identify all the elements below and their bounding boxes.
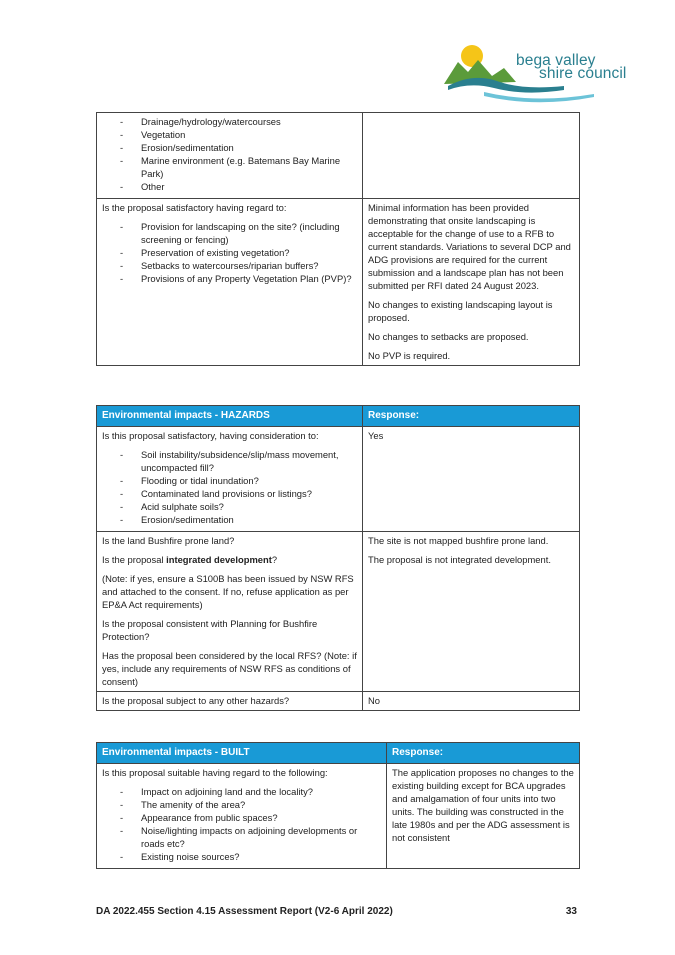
response-cell xyxy=(363,199,580,366)
list-item: - Drainage/hydrology/watercourses xyxy=(102,115,357,128)
response-text: Yes xyxy=(368,430,384,441)
response-text: No changes to existing landscaping layout is proposed. xyxy=(368,299,553,323)
question-cell xyxy=(97,764,387,869)
built-impacts-table xyxy=(96,742,580,869)
page-number: 33 xyxy=(565,906,577,917)
list-item: - Other xyxy=(102,180,357,193)
table-row xyxy=(97,199,580,366)
list-item: - Impact on adjoining land and the locality? xyxy=(102,785,381,798)
logo-text-line1: bega valley xyxy=(516,52,596,69)
response-cell xyxy=(387,764,580,869)
question-cell: Is the proposal subject to any other hazards? xyxy=(97,692,363,711)
question-suffix: ? xyxy=(271,554,278,565)
question-text: Has the proposal been considered by the local RFS? (Note: if yes, include any requirements of NSW RFS as conditions of consent) xyxy=(102,650,357,687)
table-row xyxy=(97,692,580,711)
list-item: - Provisions of any Property Vegetation Plan (PVP)? xyxy=(102,272,357,285)
hazards-table xyxy=(96,405,580,711)
table-row xyxy=(97,764,580,869)
response-cell xyxy=(363,427,580,532)
bullet-list xyxy=(102,448,357,526)
footer-title: DA 2022.455 Section 4.15 Assessment Report (V2-6 April 2022) xyxy=(96,906,393,917)
response-cell xyxy=(363,113,580,199)
bullet-list xyxy=(102,115,357,193)
list-item: - Noise/lighting impacts on adjoining developments or roads etc? xyxy=(102,824,381,850)
table-header-right: Response: xyxy=(363,406,580,427)
question-text xyxy=(102,553,357,566)
list-item: - Soil instability/subsidence/slip/mass movement, uncompacted fill? xyxy=(102,448,357,474)
response-text: Minimal information has been provided demonstrating that onsite landscaping is acceptable for the change of use to a RFB to current standards. Variations to several DCP and ADG provisions are required for the current submission and a landscape plan has not been submitted per RFI dated 24 August 2023. xyxy=(368,202,571,291)
question-text: Is the proposal consistent with Planning for Bushfire Protection? xyxy=(102,618,318,642)
bullet-list xyxy=(102,220,357,285)
response-text: The application proposes no changes to the existing building except for BCA upgrades and amalgamation of four units into two units. The building was constructed in the late 1980s and per the ADG assessment is not consistent xyxy=(392,767,574,843)
question-text: Is this proposal suitable having regard to the following: xyxy=(102,767,328,778)
vegetation-table xyxy=(96,112,580,366)
response-text: No PVP is required. xyxy=(368,350,451,361)
list-item: - Erosion/sedimentation xyxy=(102,513,357,526)
list-item: - Setbacks to watercourses/riparian buffers? xyxy=(102,259,357,272)
response-cell xyxy=(363,532,580,692)
council-logo xyxy=(444,42,634,104)
response-cell: No xyxy=(363,692,580,711)
table-row xyxy=(97,532,580,692)
bullet-list xyxy=(102,785,381,863)
table-header-right: Response: xyxy=(387,743,580,764)
list-item: - Contaminated land provisions or listings? xyxy=(102,487,357,500)
table-header-row xyxy=(97,743,580,764)
list-item: - The amenity of the area? xyxy=(102,798,381,811)
note-text: (Note: if yes, ensure a S100B has been issued by NSW RFS and attached to the consent. If no, refuse application as per EP&A Act requirements) xyxy=(102,573,354,610)
response-text: No changes to setbacks are proposed. xyxy=(368,331,529,342)
table-header-row xyxy=(97,406,580,427)
list-item: - Appearance from public spaces? xyxy=(102,811,381,824)
page-footer xyxy=(96,905,579,918)
question-cell xyxy=(97,113,363,199)
list-item: - Provision for landscaping on the site? (including screening or fencing) xyxy=(102,220,357,246)
question-cell xyxy=(97,199,363,366)
question-text: Is the proposal satisfactory having regard to: xyxy=(102,202,287,213)
question-cell xyxy=(97,427,363,532)
table-row xyxy=(97,113,580,199)
response-text: The site is not mapped bushfire prone land. xyxy=(368,535,549,546)
question-cell xyxy=(97,532,363,692)
table-row xyxy=(97,427,580,532)
list-item: - Marine environment (e.g. Batemans Bay Marine Park) xyxy=(102,154,357,180)
list-item: - Flooding or tidal inundation? xyxy=(102,474,357,487)
list-item: - Preservation of existing vegetation? xyxy=(102,246,357,259)
table-header-left: Environmental impacts - HAZARDS xyxy=(97,406,363,427)
logo-text-line2: shire council xyxy=(539,65,627,82)
table-header-left: Environmental impacts - BUILT xyxy=(97,743,387,764)
list-item: - Vegetation xyxy=(102,128,357,141)
question-prefix: Is the proposal xyxy=(102,554,167,565)
list-item: - Existing noise sources? xyxy=(102,850,381,863)
list-item: - Erosion/sedimentation xyxy=(102,141,357,154)
question-text: Is the land Bushfire prone land? xyxy=(102,535,235,546)
question-bold: integrated development xyxy=(166,554,272,565)
question-text: Is this proposal satisfactory, having consideration to: xyxy=(102,430,319,441)
response-text: The proposal is not integrated development. xyxy=(368,554,551,565)
list-item: - Acid sulphate soils? xyxy=(102,500,357,513)
